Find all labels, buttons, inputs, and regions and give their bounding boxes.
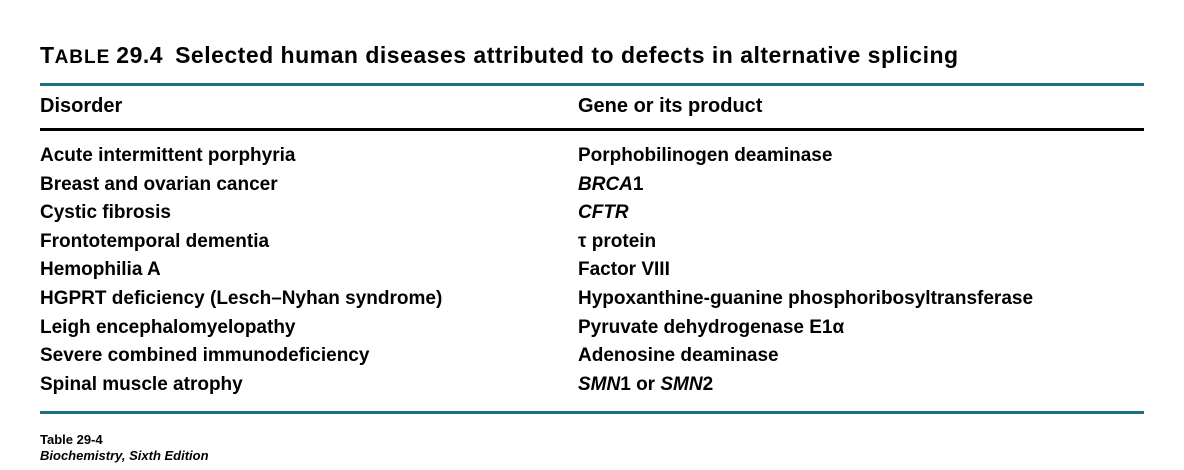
table-number: 29.4: [116, 42, 164, 68]
cell-disorder: HGPRT deficiency (Lesch–Nyhan syndrome): [40, 287, 443, 309]
table-title-text: Selected human diseases attributed to defects in alternative splicing: [175, 42, 959, 68]
table-row: [40, 142, 1144, 171]
cell-disorder: Frontotemporal dementia: [40, 230, 270, 252]
cell-disorder: Severe combined immunodeficiency: [40, 345, 370, 367]
cell-disorder: Leigh encephalomyelopathy: [40, 316, 296, 338]
gene-suffix: 1: [632, 173, 644, 195]
gene-text: Hypoxanthine-guanine phosphoribosyltransferase: [578, 287, 1034, 309]
cell-gene: [578, 342, 1144, 371]
cell-gene: [578, 256, 1144, 285]
figure-caption: [40, 414, 1144, 464]
table-row: [40, 256, 1144, 285]
table-header-row: [40, 86, 1144, 126]
gene-text: Adenosine deaminase: [578, 345, 779, 367]
cell-gene: [578, 199, 1144, 228]
table-row: [40, 228, 1144, 257]
cell-gene: [578, 228, 1144, 257]
gene-suffix: 1 or: [620, 373, 661, 395]
table-label-capital: T: [40, 42, 55, 68]
gene-text: Porphobilinogen deaminase: [578, 145, 833, 166]
cell-gene: [578, 314, 1144, 343]
gene-symbol: CFTR: [578, 202, 629, 224]
table-row: [40, 314, 1144, 343]
column-header-gene: Gene or its product: [578, 95, 763, 117]
gene-text: Pyruvate dehydrogenase E1α: [578, 316, 845, 338]
caption-line-1: Table 29-4: [40, 432, 103, 448]
gene-text: τ protein: [578, 230, 657, 252]
table-body: [40, 131, 1144, 405]
table-row: [40, 171, 1144, 200]
table-label-rest: ABLE: [54, 47, 111, 68]
gene-text: Factor VIII: [578, 259, 670, 281]
cell-disorder: Hemophilia A: [40, 259, 161, 281]
table-row: [40, 342, 1144, 371]
cell-disorder: Acute intermittent porphyria: [40, 145, 296, 166]
table-row: [40, 199, 1144, 228]
gene-symbol: BRCA: [578, 173, 633, 195]
table-title: [40, 0, 1144, 83]
cell-gene: [578, 142, 1144, 171]
gene-symbol-2: SMN: [660, 373, 703, 395]
cell-disorder: Breast and ovarian cancer: [40, 173, 278, 195]
cell-disorder: Spinal muscle atrophy: [40, 373, 243, 395]
gene-symbol: SMN: [578, 373, 621, 395]
gene-suffix-2: 2: [702, 373, 714, 395]
cell-disorder: Cystic fibrosis: [40, 202, 171, 224]
column-header-disorder: Disorder: [40, 95, 123, 117]
table-row: [40, 371, 1144, 400]
cell-gene: [578, 371, 1144, 400]
cell-gene: [578, 171, 1144, 200]
table-row: [40, 285, 1144, 314]
cell-gene: [578, 285, 1144, 314]
caption-line-2: Biochemistry, Sixth Edition: [40, 448, 209, 464]
